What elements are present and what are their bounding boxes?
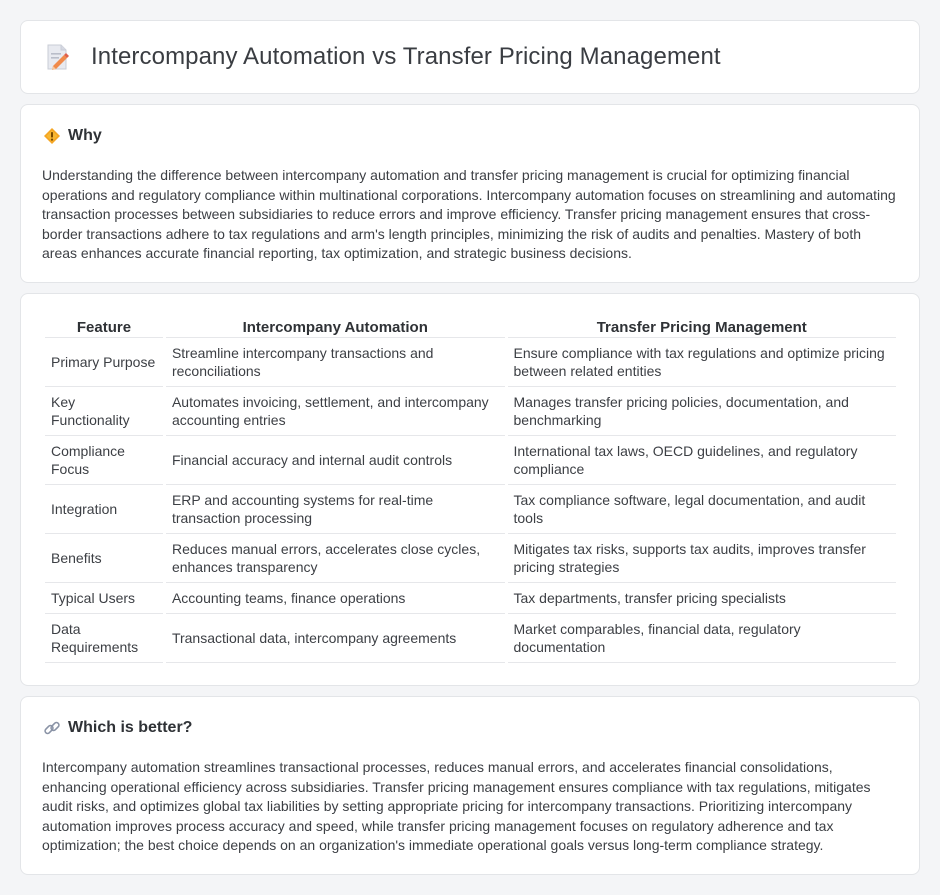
transfer-pricing-cell: International tax laws, OECD guidelines, and regulatory compliance [508, 436, 897, 485]
why-heading [43, 127, 102, 145]
table-row [45, 387, 896, 436]
feature-cell: Benefits [45, 534, 163, 583]
feature-cell: Primary Purpose [45, 338, 163, 387]
transfer-pricing-cell: Market comparables, financial data, regulatory documentation [508, 614, 897, 663]
table-header-row [45, 316, 896, 338]
document-pencil-icon [45, 43, 71, 71]
intercompany-cell: Reduces manual errors, accelerates close cycles, enhances transparency [166, 534, 505, 583]
page-title: Intercompany Automation vs Transfer Pricing Management [91, 43, 721, 70]
better-text: Intercompany automation streamlines transactional processes, reduces manual errors, and accelerates financial consolidations, enhancing operational efficiency across subsidiaries. Transfer pricing management ensures compliance with tax regulations, mitigates audit risks, and optimizes global tax liabilities by setting appropriate pricing for intercompany transactions. Prioritizing intercompany automation improves process accuracy and speed, while transfer pricing management focuses on regulatory adherence and tax optimization; the best choice depends on an organization's immediate operational goals versus long-term compliance strategy. [42, 759, 871, 854]
table-row [45, 485, 896, 534]
feature-cell: Typical Users [45, 583, 163, 614]
feature-cell: Data Requirements [45, 614, 163, 663]
feature-cell: Key Functionality [45, 387, 163, 436]
link-icon [43, 719, 61, 737]
better-title: Which is better? [68, 719, 193, 736]
header-card [20, 20, 920, 94]
transfer-pricing-cell: Ensure compliance with tax regulations and optimize pricing between related entities [508, 338, 897, 387]
column-header: Transfer Pricing Management [508, 316, 897, 338]
transfer-pricing-cell: Mitigates tax risks, supports tax audits, improves transfer pricing strategies [508, 534, 897, 583]
why-title: Why [68, 127, 102, 144]
table-row [45, 614, 896, 663]
intercompany-cell: ERP and accounting systems for real-time transaction processing [166, 485, 505, 534]
intercompany-cell: Financial accuracy and internal audit controls [166, 436, 505, 485]
transfer-pricing-cell: Manages transfer pricing policies, documentation, and benchmarking [508, 387, 897, 436]
column-header: Intercompany Automation [166, 316, 505, 338]
warning-diamond-icon [43, 127, 61, 145]
column-header: Feature [45, 316, 163, 338]
table-row [45, 436, 896, 485]
intercompany-cell: Streamline intercompany transactions and reconciliations [166, 338, 505, 387]
better-heading [43, 719, 192, 737]
which-is-better-section [20, 696, 920, 875]
title-row [45, 43, 721, 71]
intercompany-cell: Automates invoicing, settlement, and intercompany accounting entries [166, 387, 505, 436]
table-row [45, 534, 896, 583]
table-row [45, 338, 896, 387]
feature-cell: Compliance Focus [45, 436, 163, 485]
transfer-pricing-cell: Tax departments, transfer pricing specialists [508, 583, 897, 614]
comparison-table [42, 316, 899, 663]
comparison-card [20, 293, 920, 686]
table-row [45, 583, 896, 614]
intercompany-cell: Transactional data, intercompany agreements [166, 614, 505, 663]
feature-cell: Integration [45, 485, 163, 534]
why-text: Understanding the difference between intercompany automation and transfer pricing management is crucial for optimizing financial operations and regulatory compliance within multinational corporations. Intercompany automation focuses on streamlining and automating transaction processes between subsidiaries to reduce errors and improve efficiency. Transfer pricing management ensures that cross-border transactions adhere to tax regulations and arm's length principles, minimizing the risk of audits and penalties. Mastery of both areas enhances accurate financial reporting, tax optimization, and strategic business decisions. [42, 167, 896, 262]
why-section [20, 104, 920, 283]
intercompany-cell: Accounting teams, finance operations [166, 583, 505, 614]
transfer-pricing-cell: Tax compliance software, legal documentation, and audit tools [508, 485, 897, 534]
